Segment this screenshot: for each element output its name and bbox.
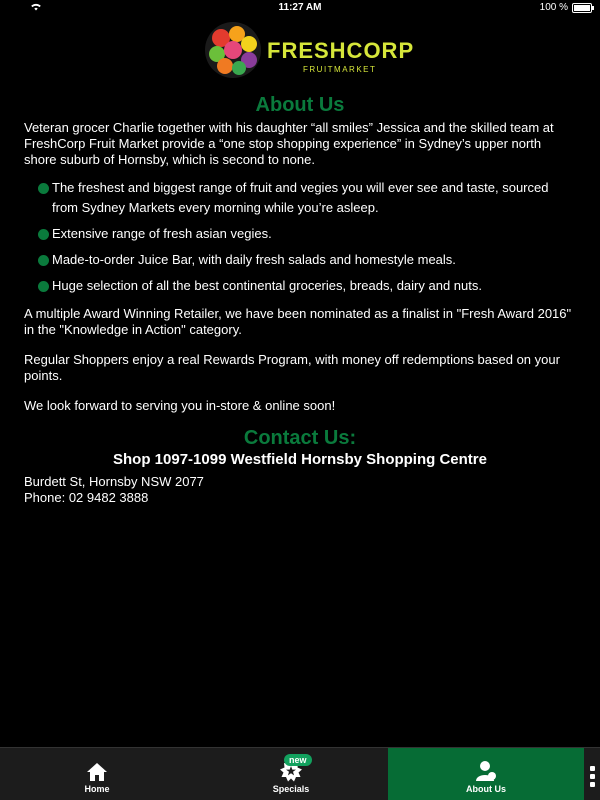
list-item: Huge selection of all the best continental groceries, breads, dairy and nuts. bbox=[38, 276, 576, 296]
tab-about-label: About Us bbox=[466, 784, 506, 794]
bottom-tab-bar bbox=[0, 747, 600, 800]
contact-title: Contact Us: bbox=[243, 427, 357, 449]
logo-subtitle: FRUITMARKET bbox=[303, 65, 377, 74]
status-bar bbox=[0, 0, 600, 16]
battery-icon bbox=[572, 3, 592, 13]
battery-percent: 100 % bbox=[539, 2, 568, 13]
tab-about-us[interactable] bbox=[388, 748, 584, 800]
fruit-logo-icon bbox=[203, 20, 263, 80]
list-item: Made-to-order Juice Bar, with daily fresh salads and homestyle meals. bbox=[38, 250, 576, 270]
tab-home[interactable] bbox=[0, 748, 194, 800]
about-title: About Us bbox=[255, 94, 345, 116]
home-icon bbox=[86, 762, 108, 782]
tab-home-label: Home bbox=[84, 784, 110, 794]
about-content bbox=[24, 90, 576, 506]
award-text: A multiple Award Winning Retailer, we have been nominated as a finalist in "Fresh Award 2016" in the "Knowledge in Action" category. bbox=[24, 306, 572, 337]
bullet-icon bbox=[38, 183, 49, 194]
about-intro: Veteran grocer Charlie together with his daughter “all smiles” Jessica and the skilled team at FreshCorp Fruit Market provide a “one stop shopping experience” in Sydney’s upper north shore suburb of Hornsby, which is second to none. bbox=[24, 120, 554, 167]
list-item: Extensive range of fresh asian vegies. bbox=[38, 224, 576, 244]
status-time: 11:27 AM bbox=[278, 2, 322, 13]
list-item: The freshest and biggest range of fruit and vegies you will ever see and taste, sourced from Sydney Markets every morning while you’re asleep. bbox=[38, 178, 576, 218]
bullet-icon bbox=[38, 229, 49, 240]
features-list bbox=[38, 178, 576, 296]
user-icon bbox=[475, 760, 497, 782]
bullet-icon bbox=[38, 281, 49, 292]
logo-brand: FRESHCORP bbox=[267, 38, 415, 63]
bullet-icon bbox=[38, 255, 49, 266]
street-address: Burdett St, Hornsby NSW 2077 bbox=[24, 474, 204, 489]
rewards-text: Regular Shoppers enjoy a real Rewards Program, with money off redemptions based on your points. bbox=[24, 352, 560, 383]
closing-text: We look forward to serving you in-store & online soon! bbox=[24, 398, 336, 413]
shop-address: Shop 1097-1099 Westfield Hornsby Shopping Centre bbox=[113, 451, 487, 468]
freshcorp-logo bbox=[203, 20, 415, 80]
more-options-icon[interactable] bbox=[590, 766, 596, 787]
tab-specials[interactable] bbox=[194, 748, 388, 800]
phone-number[interactable]: Phone: 02 9482 3888 bbox=[24, 490, 149, 505]
new-badge: new bbox=[284, 754, 312, 766]
tab-specials-label: Specials bbox=[272, 784, 310, 794]
